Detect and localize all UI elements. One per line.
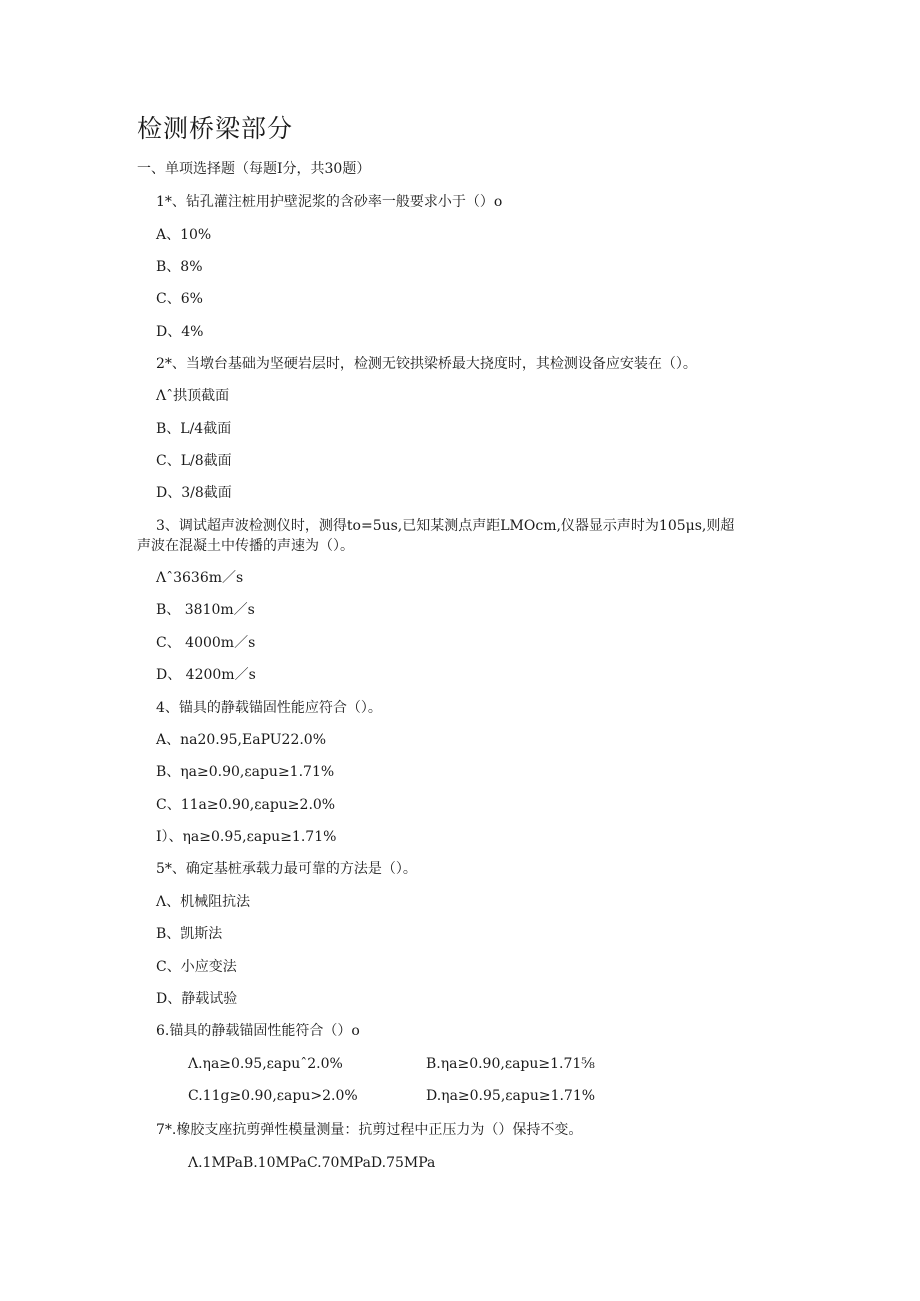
question-1-stem: 1*、钻孔灌注桩用护壁泥浆的含砂率一般要求小于（）o	[156, 194, 503, 210]
question-5-option-b: B、凯斯法	[156, 926, 223, 942]
question-2-option-c: C、L/8截面	[156, 453, 232, 469]
question-5-option-a: Λ、机械阻抗法	[156, 894, 251, 910]
question-3-option-c: C、 4000m／s	[156, 635, 256, 651]
question-6-option-d: D.ηa≥0.95,εapu≥1.71%	[426, 1088, 596, 1104]
section-heading: 一、单项选择题（每题I分，共30题）	[137, 161, 371, 177]
question-3-option-a: Λˆ3636m／s	[156, 570, 244, 586]
question-6-option-a: Λ.ηa≥0.95,εapuˆ2.0%	[188, 1056, 343, 1072]
question-1-option-c: C、6%	[156, 291, 203, 307]
question-6-stem: 6.锚具的静载锚固性能符合（）o	[156, 1023, 360, 1039]
question-3-option-d: D、 4200m／s	[156, 667, 256, 683]
question-5-stem: 5*、确定基桩承载力最可靠的方法是（）。	[156, 861, 417, 877]
question-4-option-b: B、ηa≥0.90,εapu≥1.71%	[156, 764, 335, 780]
question-7-stem: 7*.橡胶支座抗剪弹性模量测量：抗剪过程中正压力为（）保持不变。	[156, 1122, 583, 1138]
question-4-stem: 4、锚具的静载锚固性能应符合（）。	[156, 700, 382, 716]
question-2-stem: 2*、当墩台基础为坚硬岩层时，检测无铰拱梁桥最大挠度时，其检测设备应安装在（）。	[156, 356, 697, 372]
question-3-option-b: B、 3810m／s	[156, 602, 255, 618]
document-title: 检测桥梁部分	[137, 114, 294, 143]
question-1-option-d: D、4%	[156, 324, 204, 340]
question-1-option-a: A、10%	[156, 227, 212, 243]
question-6-option-b: B.ηa≥0.90,εapu≥1.71⅝	[426, 1056, 595, 1072]
question-2-option-b: B、L/4截面	[156, 421, 232, 437]
question-4-option-a: A、na20.95,EaPU22.0%	[156, 732, 327, 748]
question-4-option-d: I）、ηa≥0.95,εapu≥1.71%	[156, 829, 337, 845]
question-2-option-d: D、3/8截面	[156, 485, 232, 501]
question-3-stem-line-2: 声波在混凝土中传播的声速为（）。	[137, 538, 354, 554]
question-3-stem-line-1: 3、调试超声波检测仪时，测得to=5us,已知某测点声距LMOcm,仪器显示声时为105μs,则超	[156, 518, 735, 534]
question-4-option-c: C、11a≥0.90,εapu≥2.0%	[156, 797, 336, 813]
question-2-option-a: Λˆ拱顶截面	[156, 388, 230, 404]
question-5-option-d: D、静载试验	[156, 991, 238, 1007]
question-7-options: Λ.1MPaB.10MPaC.70MPaD.75MPa	[188, 1155, 436, 1171]
question-5-option-c: C、小应变法	[156, 959, 237, 975]
question-1-option-b: B、8%	[156, 259, 203, 275]
question-6-option-c: C.11g≥0.90,εapu>2.0%	[188, 1088, 358, 1104]
